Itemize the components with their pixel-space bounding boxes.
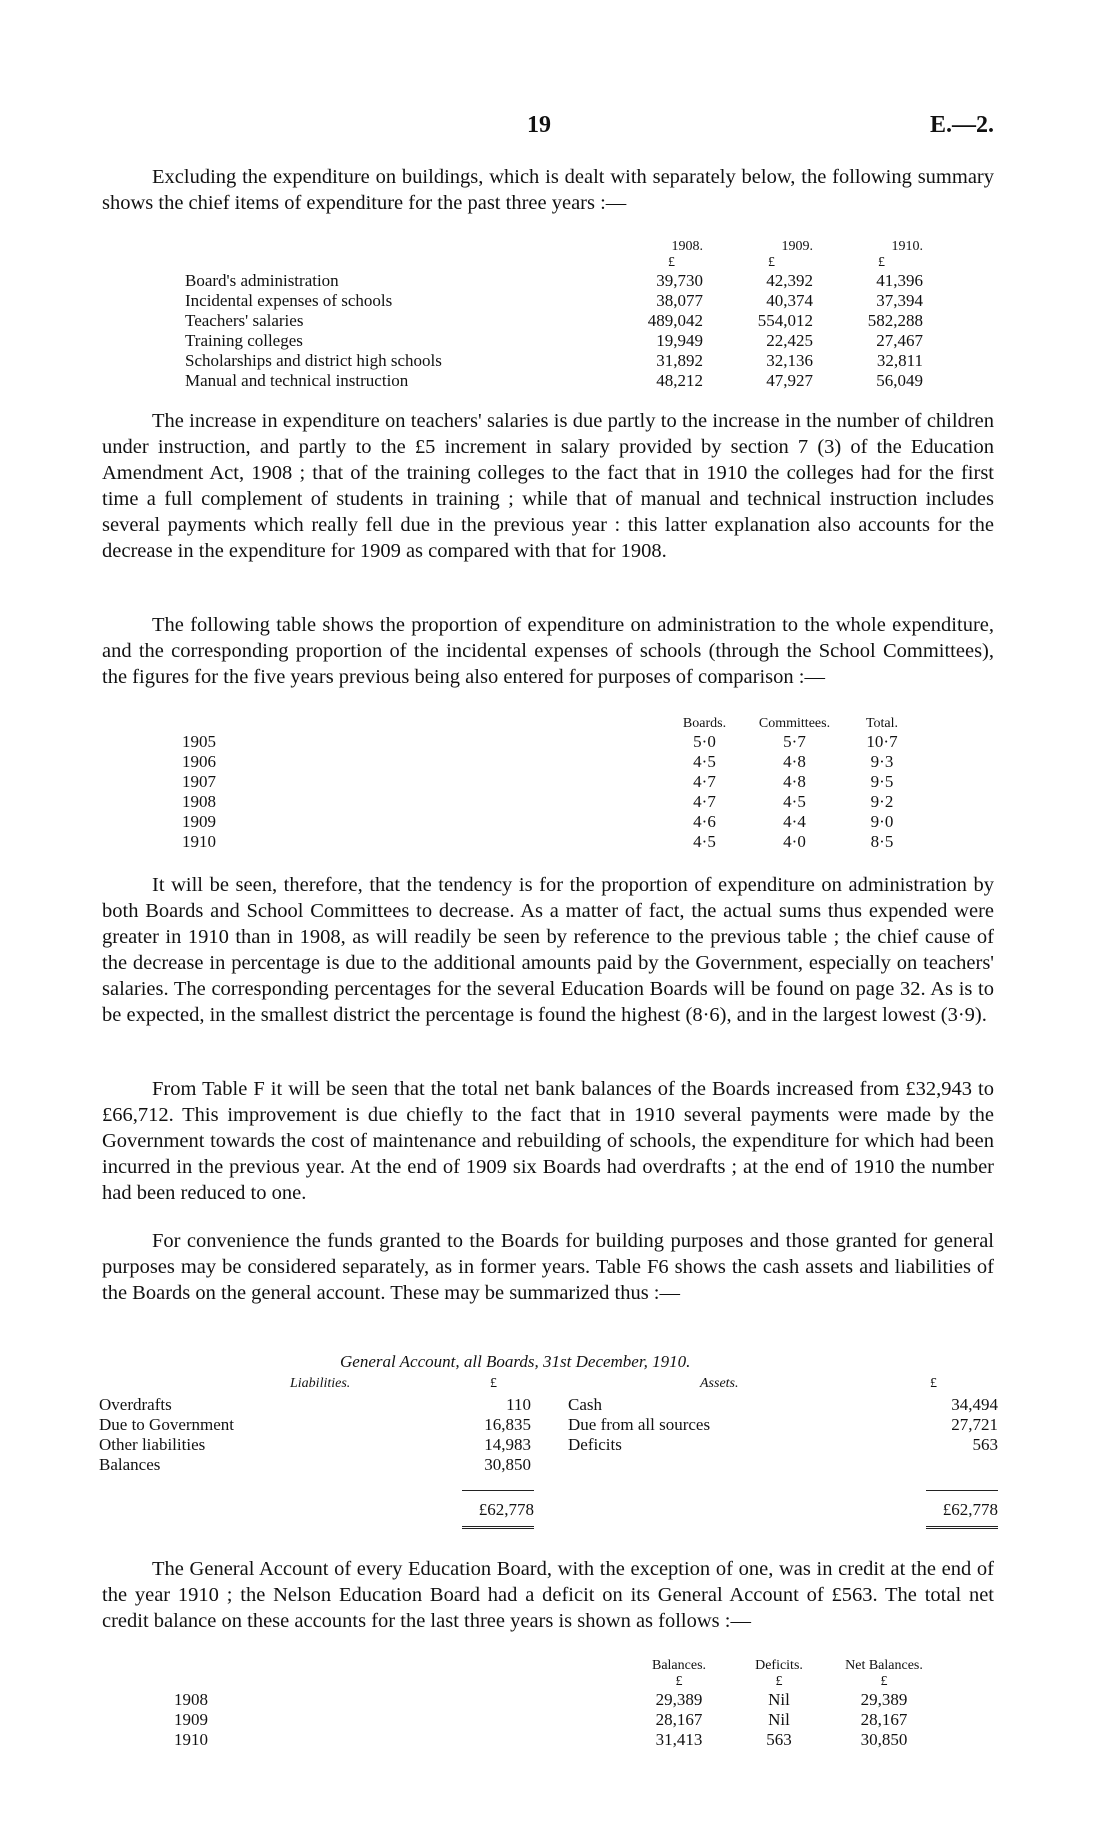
cell-value: 14,983: [484, 1435, 531, 1454]
cell-value: 27,721: [951, 1415, 998, 1434]
total-rule: [462, 1490, 534, 1491]
paragraph-salaries-increase: The increase in expenditure on teachers' salaries is due partly to the increase in the number of children under instruction, and partly to the £5 increment in salary provided by section 7 (3) of the Education Amendment Act, 1908 ; that of the training colleges to the fact that in 1910 the colleges had for the first time a full complement of students in training ; while that of manual and technical instruction includes several payments which really fell due in the previous year : this latter explanation also accounts for the decrease in the expenditure for 1909 as compared with that for 1908.: [102, 410, 994, 562]
year-1910-header: 1910.: [891, 239, 923, 254]
cell-value: 34,494: [951, 1395, 998, 1414]
paragraph-general-account-credit: The General Account of every Education Board, with the exception of one, was in credit at the end of the year 1910 ; the Nelson Education Board had a deficit on its General Account of £563. The total net credit balance on these accounts for the last three years is shown as follows :—: [102, 1558, 994, 1632]
cell-value: 40,374: [766, 291, 813, 310]
table-row: [182, 772, 922, 792]
cell-value: 4·7: [693, 772, 716, 791]
table-row: [174, 1730, 944, 1750]
table-row: [99, 1455, 531, 1475]
cell-value: 4·8: [783, 752, 806, 771]
table-row: [185, 271, 923, 291]
cell-value: 28,167: [655, 1710, 703, 1729]
table-row: [99, 1435, 531, 1455]
proportion-table: [182, 716, 922, 852]
table-row: [182, 732, 922, 752]
table-row: [182, 812, 922, 832]
cell-value: 29,389: [860, 1690, 908, 1709]
balances-header: Balances.: [651, 1658, 707, 1673]
cell-value: 4·0: [783, 832, 806, 851]
table-header-row: [185, 239, 923, 255]
unit-label: £: [768, 255, 775, 270]
cell-value: 8·5: [870, 832, 894, 851]
liabilities-unit: £: [490, 1376, 497, 1391]
total-header: Total.: [865, 716, 899, 731]
row-label: Deficits: [568, 1435, 622, 1454]
table-row: [568, 1395, 998, 1415]
cell-value: 9·3: [870, 752, 894, 771]
cell-value: 4·7: [693, 792, 716, 811]
row-year: 1906: [182, 752, 216, 771]
cell-value: 32,136: [766, 351, 813, 370]
unit-label: £: [880, 1674, 888, 1689]
table-row: [99, 1395, 531, 1415]
cell-value: 554,012: [757, 311, 813, 330]
row-label: Cash: [568, 1395, 602, 1414]
cell-value: 582,288: [867, 311, 923, 330]
liabilities-table: [99, 1395, 531, 1475]
table-row: [185, 311, 923, 331]
row-label: Overdrafts: [99, 1395, 172, 1414]
row-year: 1909: [174, 1710, 208, 1729]
cell-value: 10·7: [866, 732, 898, 751]
cell-value: 4·6: [693, 812, 716, 831]
cell-value: 30,850: [484, 1455, 531, 1474]
table-row: [185, 291, 923, 311]
table-row: [182, 832, 922, 852]
cell-value: 563: [766, 1730, 792, 1749]
row-label: Other liabilities: [99, 1435, 206, 1454]
cell-value: 47,927: [766, 371, 813, 390]
general-account-title: General Account, all Boards, 31st December, 1910.: [340, 1352, 691, 1371]
cell-value: 38,077: [656, 291, 703, 310]
cell-value: 42,392: [766, 271, 813, 290]
net-balances-table: [174, 1658, 944, 1750]
cell-value: 110: [506, 1395, 531, 1414]
cell-value: 32,811: [876, 351, 923, 370]
committees-header: Committees.: [758, 716, 831, 731]
cell-value: 22,425: [766, 331, 813, 350]
row-year: 1910: [182, 832, 216, 851]
cell-value: 30,850: [860, 1730, 908, 1749]
total-rule: [926, 1490, 998, 1491]
table-row: [174, 1690, 944, 1710]
table-row: [568, 1415, 998, 1435]
paragraph-expenditure-intro: Excluding the expenditure on buildings, which is dealt with separately below, the following summary shows the chief items of expenditure for the past three years :—: [102, 166, 994, 214]
cell-value: 31,892: [656, 351, 703, 370]
cell-value: 9·2: [870, 792, 894, 811]
deficits-header: Deficits.: [755, 1658, 803, 1673]
table-row: [185, 331, 923, 351]
cell-value: Nil: [768, 1690, 790, 1709]
table-row: [182, 792, 922, 812]
paragraph-general-account-intro: For convenience the funds granted to the Boards for building purposes and those granted for general purposes may be considered separately, as in former years. Table F6 shows the cash assets and liabilities of the Boards on the general account. These may be summarized thus :—: [102, 1230, 994, 1304]
year-1909-header: 1909.: [781, 239, 813, 254]
net-balances-header: Net Balances.: [845, 1658, 923, 1673]
cell-value: 39,730: [656, 271, 703, 290]
assets-header: Assets.: [700, 1376, 739, 1391]
assets-table: [568, 1395, 998, 1455]
paragraph-proportion-intro: The following table shows the proportion of expenditure on administration to the whole expenditure, and the corresponding proportion of the incidental expenses of schools (through the School Committees), the figures for the five years previous being also entered for purposes of comparison :—: [102, 614, 994, 688]
year-1908-header: 1908.: [671, 239, 703, 254]
liabilities-total: £62,778: [462, 1500, 534, 1529]
cell-value: 4·5: [783, 792, 806, 811]
table-row: [185, 371, 923, 391]
unit-label: £: [878, 255, 885, 270]
row-label: Scholarships and district high schools: [185, 351, 442, 370]
row-label: Teachers' salaries: [185, 311, 304, 330]
cell-value: 16,835: [484, 1415, 531, 1434]
cell-value: 4·4: [783, 812, 806, 831]
expenditure-summary-table: [185, 239, 923, 391]
page-number: 19: [527, 112, 551, 138]
cell-value: 19,949: [656, 331, 703, 350]
row-label: Manual and technical instruction: [185, 371, 409, 390]
cell-value: Nil: [768, 1710, 790, 1729]
cell-value: 5·7: [783, 732, 806, 751]
row-year: 1905: [182, 732, 216, 751]
cell-value: 489,042: [647, 311, 703, 330]
cell-value: 4·8: [783, 772, 806, 791]
unit-label: £: [775, 1674, 783, 1689]
table-row: [99, 1415, 531, 1435]
table-row: [174, 1710, 944, 1730]
row-label: Board's administration: [185, 271, 339, 290]
assets-unit: £: [930, 1376, 937, 1391]
table-row: [182, 752, 922, 772]
cell-value: 41,396: [876, 271, 923, 290]
table-header-row: [182, 716, 922, 732]
row-year: 1908: [182, 792, 216, 811]
boards-header: Boards.: [682, 716, 727, 731]
liabilities-header: Liabilities.: [290, 1376, 351, 1391]
paragraph-bank-balances: From Table F it will be seen that the total net bank balances of the Boards increased from £32,943 to £66,712. This improvement is due chiefly to the fact that in 1910 several payments were made by the Government towards the cost of maintenance and rebuilding of schools, the expenditure for which had been incurred in the previous year. At the end of 1909 six Boards had overdrafts ; at the end of 1910 the number had been reduced to one.: [102, 1078, 994, 1204]
cell-value: 563: [972, 1435, 998, 1454]
cell-value: 29,389: [655, 1690, 703, 1709]
cell-value: 31,413: [655, 1730, 703, 1749]
cell-value: 37,394: [876, 291, 923, 310]
unit-row: [174, 1674, 944, 1690]
row-label: Training colleges: [185, 331, 303, 350]
document-reference: E.—2.: [930, 112, 995, 138]
cell-value: 28,167: [860, 1710, 908, 1729]
cell-value: 27,467: [876, 331, 923, 350]
table-row: [185, 351, 923, 371]
cell-value: 4·5: [693, 832, 716, 851]
row-year: 1908: [174, 1690, 208, 1709]
cell-value: 9·0: [870, 812, 894, 831]
row-label: Due to Government: [99, 1415, 235, 1434]
paragraph-tendency: It will be seen, therefore, that the tendency is for the proportion of expenditure on administration by both Boards and School Committees to decrease. As a matter of fact, the actual sums thus expended were greater in 1910 than in 1908, as will readily be seen by reference to the previous table ; the chief cause of the decrease in percentage is due to the additional amounts paid by the Government, especially on teachers' salaries. The corresponding percentages for the several Education Boards will be found on page 32. As is to be expected, in the smallest district the percentage is found the highest (8·6), and in the largest lowest (3·9).: [102, 874, 994, 1026]
cell-value: 4·5: [693, 752, 716, 771]
row-year: 1909: [182, 812, 216, 831]
row-label: Due from all sources: [568, 1415, 711, 1434]
row-year: 1907: [182, 772, 216, 791]
table-row: [568, 1435, 998, 1455]
row-label: Balances: [99, 1455, 161, 1474]
row-label: Incidental expenses of schools: [185, 291, 393, 310]
assets-total: £62,778: [926, 1500, 998, 1529]
unit-label: £: [668, 255, 675, 270]
unit-label: £: [675, 1674, 683, 1689]
cell-value: 5·0: [693, 732, 716, 751]
cell-value: 9·5: [870, 772, 894, 791]
row-year: 1910: [174, 1730, 208, 1749]
unit-row: [185, 255, 923, 271]
cell-value: 56,049: [876, 371, 923, 390]
cell-value: 48,212: [656, 371, 703, 390]
table-header-row: [174, 1658, 944, 1674]
